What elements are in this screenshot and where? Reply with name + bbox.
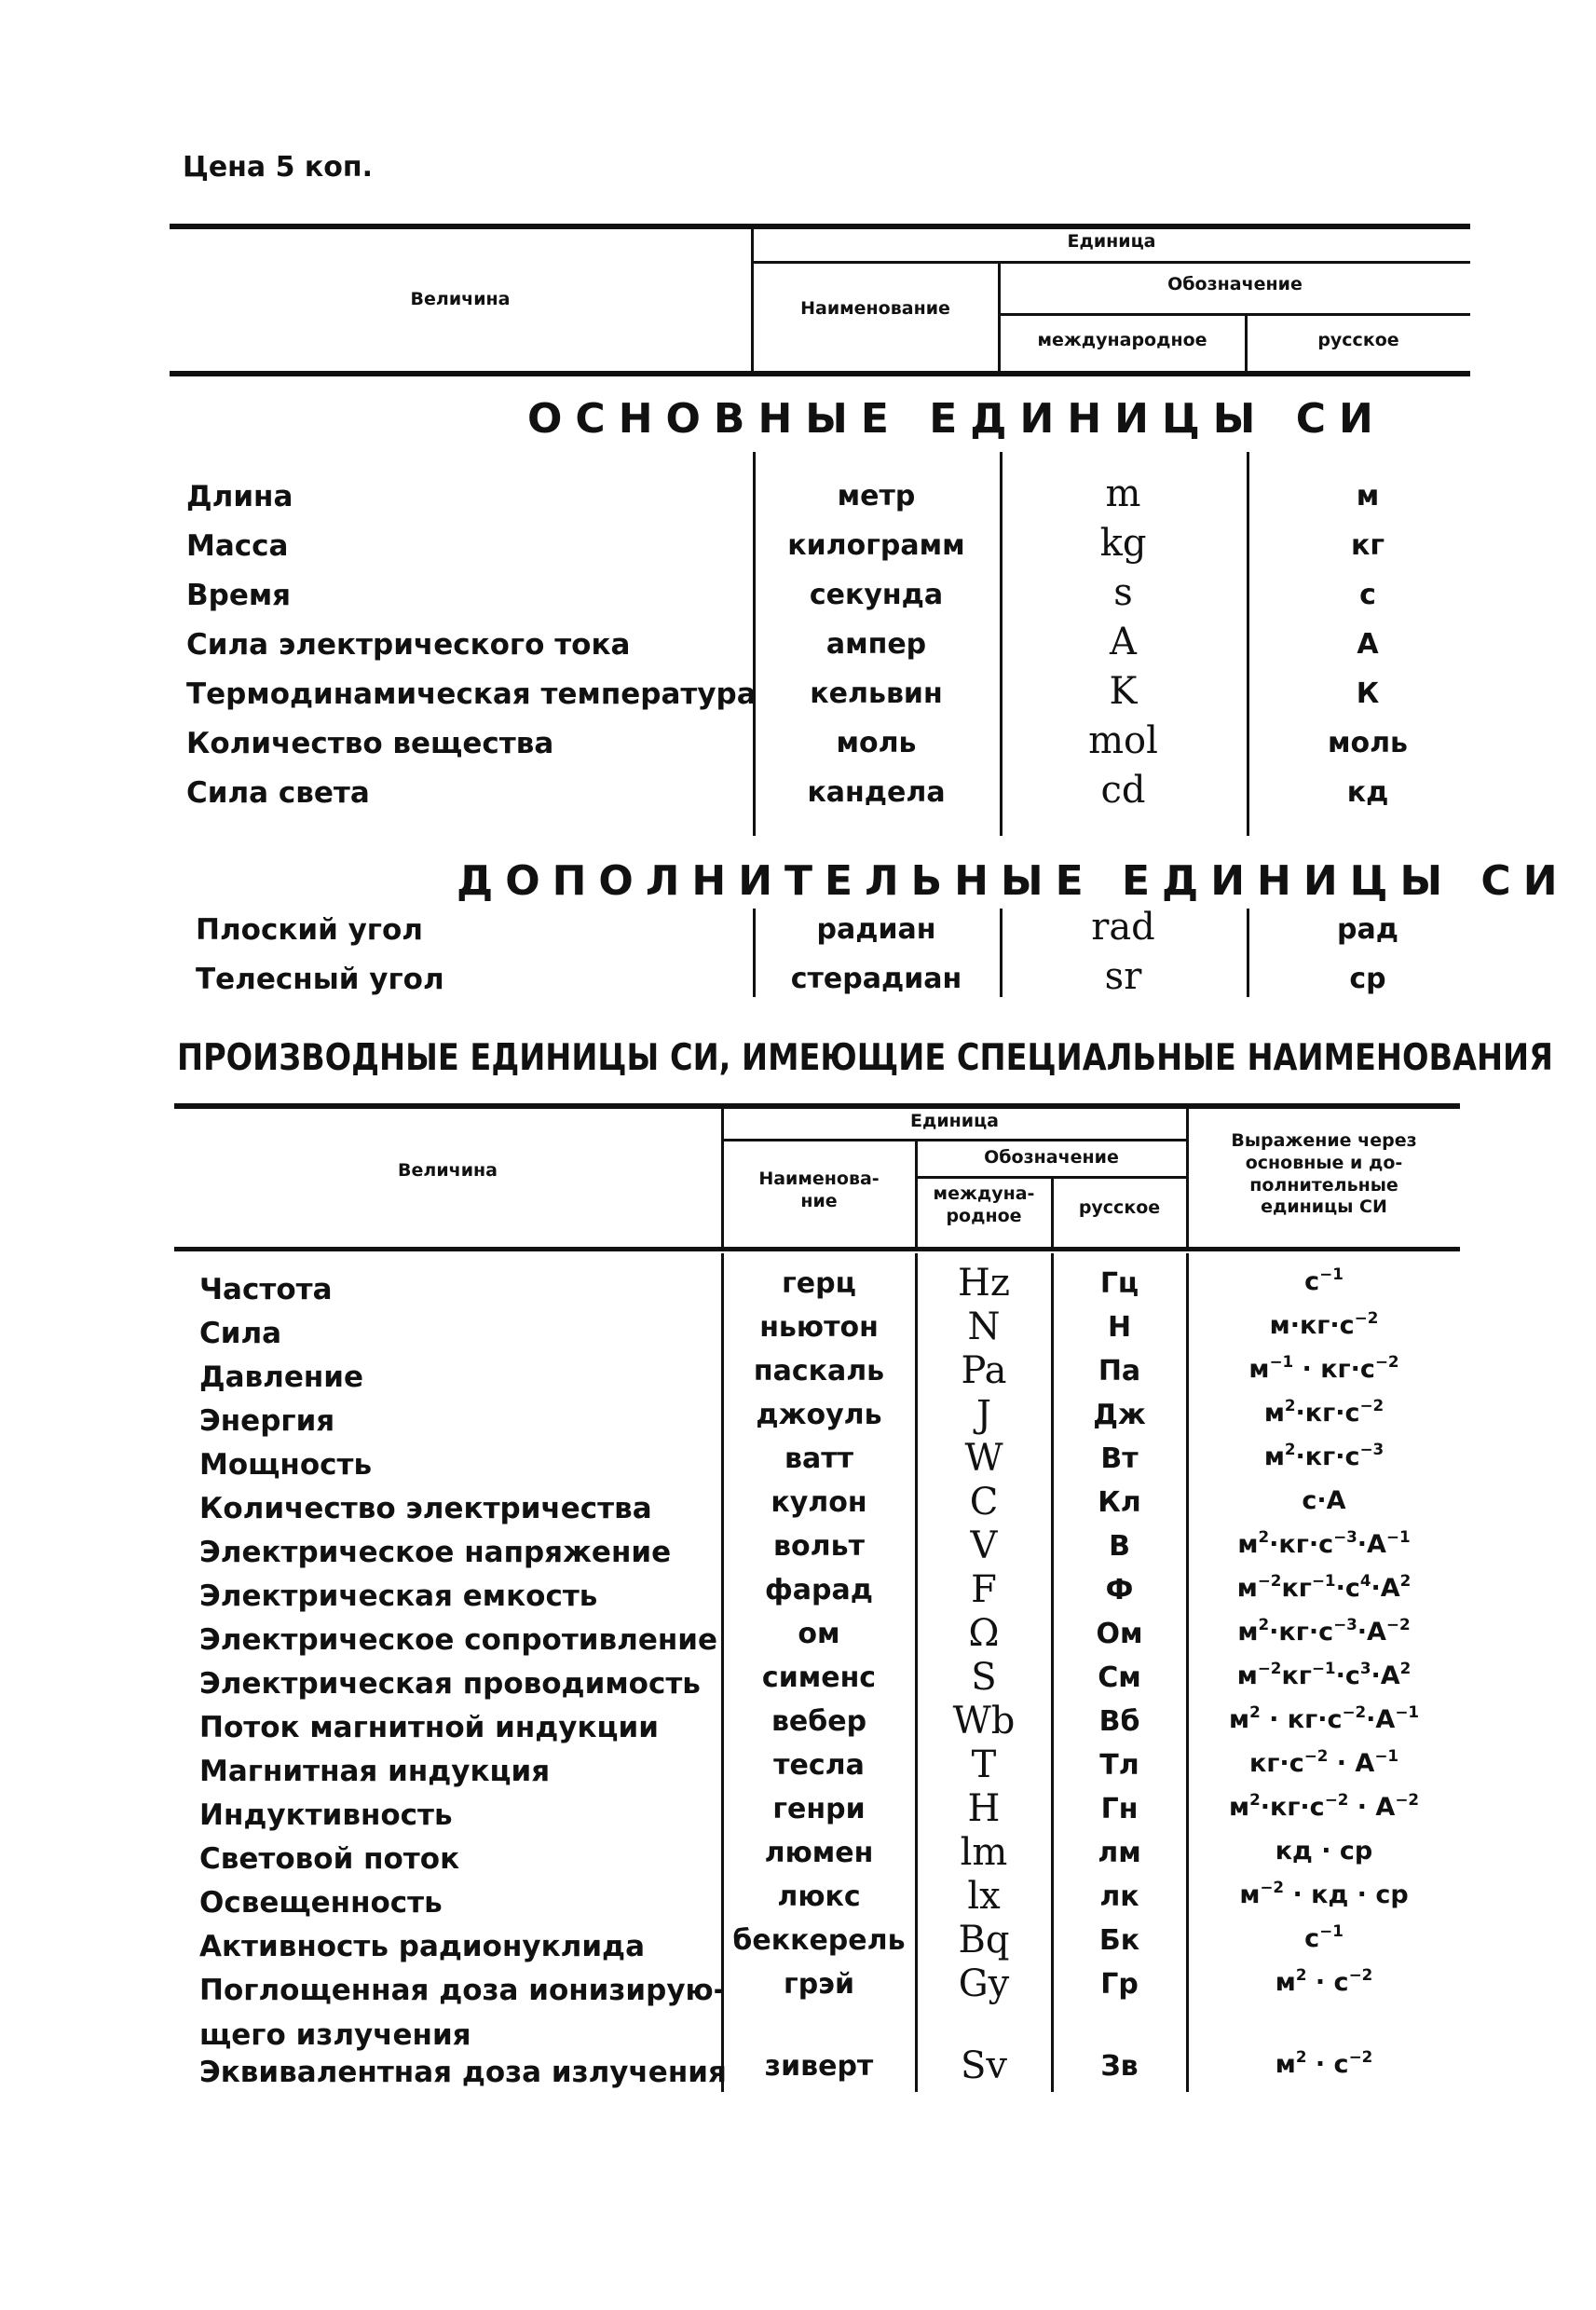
quantity-name: Плоский угол: [196, 913, 424, 947]
unit-name: ом: [798, 1618, 840, 1650]
rus-symbol: Кл: [1098, 1486, 1141, 1519]
table-row: [0, 719, 1596, 773]
intl-symbol: sr: [1104, 955, 1142, 998]
unit-name: моль: [836, 727, 917, 759]
table1-russian-header: русское: [1317, 330, 1399, 350]
rus-symbol: с: [1359, 579, 1376, 611]
intl-symbol: kg: [1099, 522, 1147, 565]
section-title-supplementary-units: ДОПОЛНИТЕЛЬНЫЕ ЕДИНИЦЫ СИ: [457, 857, 1570, 905]
table1-designation-header: Обозначение: [1167, 274, 1303, 294]
rus-symbol: А: [1357, 628, 1379, 661]
quantity-name: Время: [186, 579, 292, 612]
rus-symbol: Дж: [1093, 1399, 1146, 1431]
intl-symbol: Pa: [961, 1349, 1007, 1392]
unit-name: паскаль: [753, 1355, 885, 1387]
unit-name: вебер: [771, 1705, 867, 1738]
quantity-name: Давление: [199, 1360, 364, 1394]
intl-symbol: K: [1109, 670, 1138, 713]
si-expression: $м^2 \cdot кг\cdot с^{-2}\cdot А^{-1}$: [1229, 1702, 1419, 1734]
si-expression: $м^{-2}$ · кд · ср: [1239, 1878, 1409, 1909]
quantity-name: Количество вещества: [186, 727, 554, 760]
quantity-name: Длина: [186, 480, 293, 513]
table-row: [0, 2044, 1596, 2097]
rus-symbol: кг: [1350, 529, 1385, 562]
rus-symbol: моль: [1327, 727, 1409, 759]
section-title-derived-units: ПРОИЗВОДНЫЕ ЕДИНИЦЫ СИ, ИМЕЮЩИЕ СПЕЦИАЛЬНЫЕ НАИМЕНОВАНИЯ: [177, 1037, 1553, 1079]
intl-symbol: Hz: [958, 1262, 1010, 1305]
si-expression: $м^2\cdot кг\cdot с^{-2}$: [1263, 1396, 1385, 1428]
si-expression: $м^2\cdot кг\cdot с^{-3}\cdot А^{-2}$: [1237, 1615, 1411, 1647]
table-row: [0, 1262, 1596, 1314]
table-row: [0, 1393, 1596, 1445]
intl-symbol: Sv: [961, 2044, 1007, 2087]
quantity-name: Электрическая проводимость: [199, 1667, 701, 1701]
intl-symbol: A: [1110, 621, 1137, 663]
quantity-name: Эквивалентная доза излучения: [199, 2056, 727, 2089]
section-title-base-units: ОСНОВНЫЕ ЕДИНИЦЫ СИ: [527, 395, 1386, 443]
quantity-name: Активность радионуклида: [199, 1930, 646, 1963]
si-expression: $м^{-2}кг^{-1}\cdot с^4\cdot А^2$: [1236, 1571, 1412, 1603]
rus-symbol: См: [1098, 1661, 1141, 1694]
rus-symbol: К: [1356, 677, 1380, 710]
table-row: [0, 1524, 1596, 1577]
table2-header-rule: [723, 1139, 1186, 1141]
rus-symbol: м: [1356, 480, 1380, 513]
intl-symbol: V: [970, 1524, 998, 1567]
intl-symbol: Ω: [968, 1612, 1000, 1655]
intl-symbol: C: [969, 1481, 999, 1524]
table-row: [0, 1875, 1596, 1927]
price-label: Цена 5 коп.: [183, 151, 374, 184]
quantity-name: Термодинамическая температура: [186, 677, 757, 711]
si-expression: $м^{-2}кг^{-1}\cdot с^3\cdot А^2$: [1236, 1659, 1412, 1690]
si-expression: $м^2 \cdot с^{-2}$: [1275, 2047, 1373, 2079]
si-expression: $кг\cdot с^{-2} \cdot А^{-1}$: [1249, 1746, 1398, 1778]
unit-name: зиверт: [764, 2050, 874, 2083]
unit-name: ватт: [784, 1442, 853, 1475]
si-expression: $с^{-1}$: [1304, 1921, 1344, 1953]
intl-symbol: Gy: [958, 1962, 1010, 2005]
intl-symbol: W: [964, 1437, 1003, 1480]
intl-symbol: T: [971, 1743, 997, 1786]
table-row: [0, 1349, 1596, 1401]
table-row: [0, 1831, 1596, 1883]
si-expression: $с^{-1}$: [1304, 1264, 1344, 1296]
rus-symbol: лк: [1099, 1880, 1139, 1913]
quantity-name: Сила света: [186, 776, 370, 810]
table-row: [0, 571, 1596, 625]
rus-symbol: Па: [1098, 1355, 1141, 1387]
si-expression: $м^{-1} \cdot кг\cdot с^{-2}$: [1248, 1352, 1399, 1384]
quantity-name: Электрическое сопротивление: [199, 1623, 718, 1657]
unit-name: беккерель: [732, 1924, 906, 1957]
quantity-name: Световой поток: [199, 1842, 460, 1876]
si-expression: кд · ср: [1275, 1837, 1373, 1866]
quantity-name: Частота: [199, 1273, 333, 1306]
table2-expression-header: Выражение через основные и до- полнительные единицы СИ: [1231, 1130, 1417, 1218]
unit-name: метр: [837, 480, 916, 513]
quantity-name: Поглощенная доза ионизирую- щего излучения: [199, 1974, 726, 2052]
table-row: [0, 1305, 1596, 1358]
unit-name: герц: [782, 1267, 856, 1300]
rus-symbol: Тл: [1099, 1749, 1139, 1782]
table2-header-bottom-rule: [174, 1247, 1460, 1251]
unit-name: вольт: [773, 1530, 865, 1563]
table1-quantity-header: Величина: [410, 289, 511, 309]
table2-international-header: междуна- родное: [933, 1183, 1035, 1226]
table1-international-header: международное: [1037, 330, 1207, 350]
quantity-name: Электрическая емкость: [199, 1579, 598, 1613]
table-row: [0, 769, 1596, 823]
intl-symbol: lm: [960, 1831, 1008, 1874]
quantity-name: Индуктивность: [199, 1798, 453, 1832]
quantity-name: Магнитная индукция: [199, 1755, 551, 1788]
table2-top-rule: [174, 1103, 1460, 1109]
intl-symbol: Wb: [952, 1700, 1016, 1743]
unit-name: люкс: [777, 1880, 861, 1913]
quantity-name: Энергия: [199, 1404, 335, 1438]
unit-name: фарад: [765, 1574, 873, 1606]
table-row: [0, 1656, 1596, 1708]
table1-header-bottom-rule: [170, 371, 1470, 376]
table1-header-rule: [1000, 313, 1470, 316]
unit-name: кулон: [771, 1486, 867, 1519]
rus-symbol: Ом: [1096, 1618, 1143, 1650]
intl-symbol: mol: [1088, 719, 1158, 762]
rus-symbol: ср: [1349, 963, 1386, 995]
rus-symbol: Ф: [1105, 1574, 1134, 1606]
table-row: [0, 955, 1596, 1009]
rus-symbol: Вб: [1098, 1705, 1140, 1738]
unit-name: радиан: [816, 913, 936, 946]
rus-symbol: Н: [1107, 1311, 1132, 1344]
quantity-name: Масса: [186, 529, 289, 563]
intl-symbol: J: [975, 1393, 992, 1436]
rus-symbol: рад: [1337, 913, 1398, 946]
intl-symbol: F: [971, 1568, 997, 1611]
si-expression: $м^2\cdot кг\cdot с^{-3}\cdot А^{-1}$: [1237, 1527, 1411, 1559]
quantity-name: Освещенность: [199, 1886, 443, 1920]
table-row: [0, 472, 1596, 526]
table-row: [0, 1962, 1596, 2052]
si-expression: с·А: [1302, 1486, 1346, 1515]
si-expression: $м^2\cdot кг\cdot с^{-3}$: [1263, 1440, 1385, 1471]
rus-symbol: Зв: [1100, 2050, 1139, 2083]
rus-symbol: Гц: [1099, 1267, 1139, 1300]
si-expression: $м\cdot кг\cdot с^{-2}$: [1269, 1308, 1379, 1340]
unit-name: секунда: [809, 579, 944, 611]
table-row: [0, 1919, 1596, 1971]
si-expression: $м^2\cdot кг\cdot с^{-2} \cdot А^{-2}$: [1229, 1790, 1419, 1822]
rus-symbol: В: [1109, 1530, 1130, 1563]
rus-symbol: Вт: [1100, 1442, 1139, 1475]
unit-name: сименс: [761, 1661, 877, 1694]
quantity-name: Сила: [199, 1317, 282, 1350]
table2-russian-header: русское: [1078, 1197, 1161, 1218]
intl-symbol: N: [967, 1305, 1001, 1348]
unit-name: кельвин: [810, 677, 943, 710]
rus-symbol: Бк: [1098, 1924, 1140, 1957]
intl-symbol: rad: [1091, 906, 1155, 949]
unit-name: джоуль: [756, 1399, 882, 1431]
rus-symbol: Гр: [1100, 1968, 1139, 2001]
quantity-name: Электрическое напряжение: [199, 1536, 672, 1569]
table-row: [0, 1612, 1596, 1664]
intl-symbol: lx: [967, 1875, 1001, 1918]
table-row: [0, 670, 1596, 724]
intl-symbol: S: [971, 1656, 997, 1699]
table2-quantity-header: Величина: [398, 1160, 498, 1181]
quantity-name: Количество электричества: [199, 1492, 652, 1525]
quantity-name: Сила электрического тока: [186, 628, 631, 662]
table-row: [0, 522, 1596, 576]
table-row: [0, 1700, 1596, 1752]
unit-name: ньютон: [759, 1311, 879, 1344]
table-row: [0, 1437, 1596, 1489]
table-row: [0, 1743, 1596, 1796]
table-row: [0, 906, 1596, 960]
intl-symbol: H: [967, 1787, 1001, 1830]
intl-symbol: Bq: [958, 1919, 1010, 1961]
rus-symbol: Гн: [1100, 1793, 1139, 1825]
unit-name: стерадиан: [790, 963, 962, 995]
unit-name: генри: [772, 1793, 866, 1825]
unit-name: килограмм: [787, 529, 965, 562]
unit-name: люмен: [764, 1837, 874, 1869]
table1-top-rule: [170, 224, 1470, 229]
table2-unit-header: Единица: [910, 1111, 999, 1131]
table1-unit-header: Единица: [1067, 231, 1156, 252]
table-row: [0, 1481, 1596, 1533]
intl-symbol: s: [1113, 571, 1133, 614]
unit-name: грэй: [784, 1968, 854, 2001]
table-row: [0, 621, 1596, 675]
table1-name-header: Наименование: [800, 298, 950, 319]
quantity-name: Телесный угол: [196, 963, 444, 996]
table1-header-rule: [753, 261, 1470, 264]
quantity-name: Поток магнитной индукции: [199, 1711, 659, 1744]
unit-name: ампер: [825, 628, 927, 661]
rus-symbol: кд: [1346, 776, 1389, 809]
si-expression: $м^2 \cdot с^{-2}$: [1275, 1965, 1373, 1997]
table2-name-header: Наименова- ние: [758, 1169, 880, 1211]
table2-designation-header: Обозначение: [984, 1147, 1119, 1168]
intl-symbol: cd: [1100, 769, 1146, 812]
unit-name: тесла: [773, 1749, 865, 1782]
table-row: [0, 1787, 1596, 1839]
table-row: [0, 1568, 1596, 1620]
unit-name: кандела: [807, 776, 946, 809]
quantity-name: Мощность: [199, 1448, 373, 1482]
intl-symbol: m: [1105, 472, 1141, 515]
rus-symbol: лм: [1098, 1837, 1141, 1869]
